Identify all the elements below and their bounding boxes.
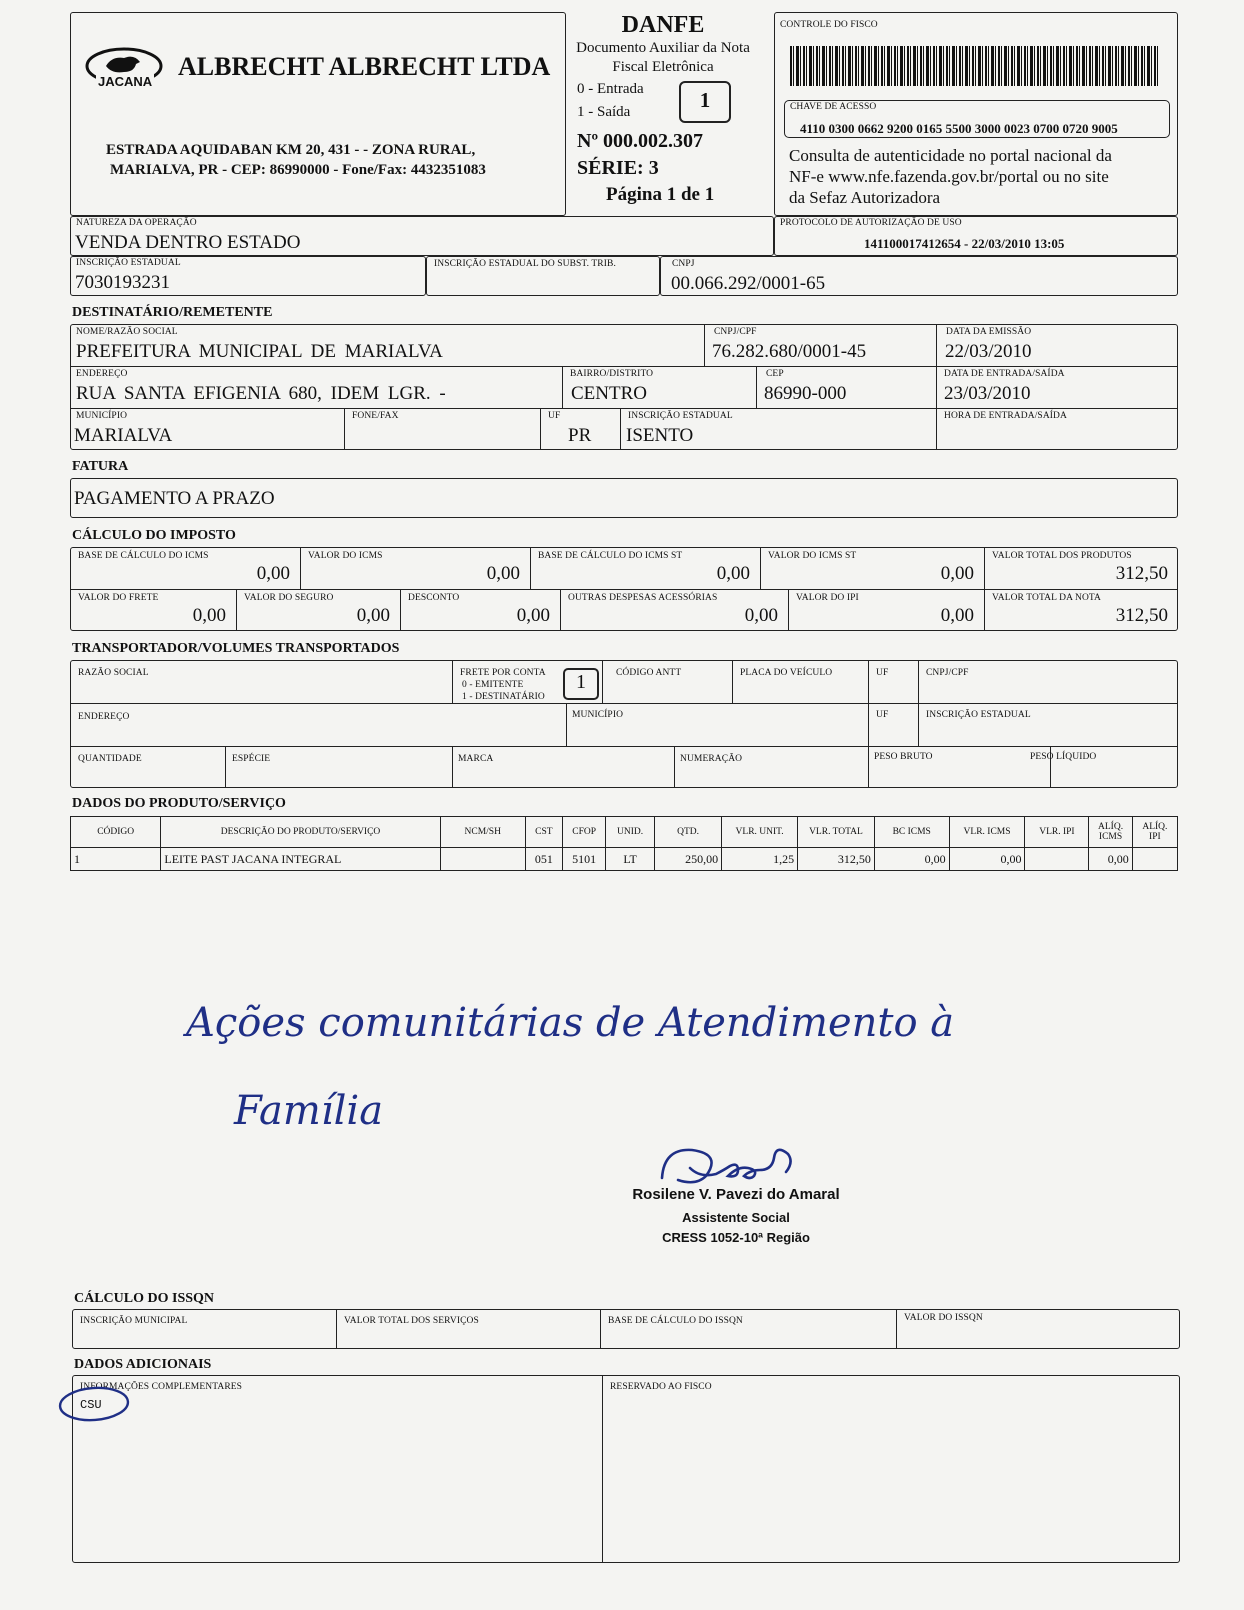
reserved-label: RESERVADO AO FISCO [610,1382,712,1392]
tax-value: 0,00 [516,605,550,626]
emitter-address-line1: ESTRADA AQUIDABAN KM 20, 431 - - ZONA RURAL, [106,142,476,158]
table-cell [1025,848,1089,871]
rsep1 [704,324,705,366]
numbering-label: NUMERAÇÃO [680,754,743,764]
tax-label: BASE DE CÁLCULO DO ICMS [78,551,209,561]
freight-opt1: 1 - DESTINATÁRIO [462,692,545,702]
products-header-cell: VLR. UNIT. [722,817,798,848]
additional-section: DADOS ADICIONAIS [74,1357,212,1372]
rsep4 [756,366,757,408]
tax-section: CÁLCULO DO IMPOSTO [72,528,236,543]
cnpj-label: CNPJ [672,259,695,269]
stamp-cress: CRESS 1052-10ª Região [662,1230,810,1245]
danfe-number: Nº 000.002.307 [577,130,704,152]
tax-value: 0,00 [256,563,290,584]
products-header-cell: BC ICMS [874,817,949,848]
tax-label: VALOR DO IPI [796,593,859,603]
species-label: ESPÉCIE [232,754,271,764]
stamp-name: Rosilene V. Pavezi do Amaral [632,1186,840,1203]
rsep3 [562,366,563,408]
carrier-ie-label: INSCRIÇÃO ESTADUAL [926,710,1031,720]
products-header-cell: VLR. TOTAL [798,817,875,848]
products-header-cell: VLR. IPI [1025,817,1089,848]
products-table [70,816,1178,871]
emitter-name: ALBRECHT ALBRECHT LTDA [178,52,551,81]
cep-value: 86990-000 [764,383,847,404]
access-key-label: CHAVE DE ACESSO [790,102,877,112]
city-value: MARIALVA [74,425,173,446]
products-section: DADOS DO PRODUTO/SERVIÇO [72,796,286,811]
table-cell: 250,00 [654,848,721,871]
danfe-subtitle1: Documento Auxiliar da Nota [576,40,750,56]
nature-label: NATUREZA DA OPERAÇÃO [76,218,197,228]
tax-label: BASE DE CÁLCULO DO ICMS ST [538,551,683,561]
rsep7 [620,408,621,450]
nature-value: VENDA DENTRO ESTADO [75,232,301,253]
district-label: BAIRRO/DISTRITO [570,369,654,379]
is-v2 [600,1309,601,1349]
hand-drawn-circle [56,1383,136,1425]
carrier-uf-label: UF [876,668,889,678]
time-label: HORA DE ENTRADA/SAÍDA [944,411,1067,421]
rsep5 [344,408,345,450]
uf-label: UF [548,411,561,421]
handwritten-note-line1: Ações comunitárias de Atendimento à [186,1000,955,1046]
jacana-logo [84,46,164,92]
consult-line1: Consulta de autenticidade no portal nacional da [789,146,1112,165]
qty-label: QUANTIDADE [78,754,142,764]
products-header-cell: ALÍQ. ICMS [1089,817,1132,848]
cnpj-value: 00.066.292/0001-65 [671,273,826,294]
entry-date-value: 23/03/2010 [944,383,1031,404]
danfe-page: Página 1 de 1 [606,184,715,205]
danfe-subtitle2: Fiscal Eletrônica [612,59,714,75]
municipal-reg-label: INSCRIÇÃO MUNICIPAL [80,1316,188,1326]
table-row [71,848,1178,871]
additional-box [72,1375,1180,1563]
entry-date-label: DATA DE ENTRADA/SAÍDA [944,369,1065,379]
consult-line2: NF-e www.nfe.fazenda.gov.br/portal ou no site [789,167,1109,186]
carrier-city-label: MUNICÍPIO [572,710,624,720]
emission-label: DATA DA EMISSÃO [946,327,1032,337]
products-header-cell: NCM/SH [440,817,525,848]
products-body [71,848,1178,871]
danfe-series: SÉRIE: 3 [577,157,659,179]
issqn-value-label: VALOR DO ISSQN [904,1313,983,1323]
danfe-type-value: 1 [699,88,711,112]
products-header-cell: CÓDIGO [71,817,161,848]
products-header-cell: ALÍQ. IPI [1132,817,1177,848]
table-cell: 0,00 [874,848,949,871]
recipient-ie-label: INSCRIÇÃO ESTADUAL [628,411,733,421]
tax-value: 0,00 [716,563,750,584]
emission-value: 22/03/2010 [945,341,1032,362]
tr-line1 [70,703,1178,704]
is-v1 [336,1309,337,1349]
issqn-box [72,1309,1180,1349]
tr-line2 [70,746,1178,747]
recipient-ie-value: ISENTO [626,425,694,446]
tax-value: 312,50 [1115,605,1168,626]
uf-value: PR [568,425,592,446]
emitter-address-line2: MARIALVA, PR - CEP: 86990000 - Fone/Fax: 4432351083 [110,162,486,178]
phone-label: FONE/FAX [352,411,399,421]
gross-weight-label: PESO BRUTO [874,752,933,762]
issqn-base-label: BASE DE CÁLCULO DO ISSQN [608,1316,743,1326]
tax-value: 0,00 [940,563,974,584]
tax-label: VALOR DO ICMS ST [768,551,857,561]
table-cell: 051 [525,848,562,871]
tr-v2 [602,660,603,703]
transport-box [70,660,1178,788]
tr-v6 [566,703,567,746]
complementary-info-value: CSU [80,1398,102,1412]
recipient-name-value: PREFEITURA MUNICIPAL DE MARIALVA [76,341,443,362]
tr-v5 [918,660,919,746]
tr-v3 [732,660,733,703]
recipient-row-line2 [70,408,1178,409]
ie-label: INSCRIÇÃO ESTADUAL [76,258,181,268]
table-cell: LT [606,848,655,871]
tax-label: VALOR DO FRETE [78,593,159,603]
tr-v1 [452,660,453,703]
carrier-uf2-label: UF [876,710,889,720]
brand-label: MARCA [458,754,494,764]
access-key-value: 4110 0300 0662 9200 0165 5500 3000 0023 0700 0720 9005 [800,121,1118,136]
tax-label: VALOR DO SEGURO [244,593,334,603]
tax-value: 0,00 [744,605,778,626]
carrier-name-label: RAZÃO SOCIAL [78,668,149,678]
protocol-value: 141100017412654 - 22/03/2010 13:05 [864,236,1065,251]
table-cell [440,848,525,871]
antt-label: CÓDIGO ANTT [616,668,682,678]
recipient-cnpj-label: CNPJ/CPF [714,327,757,337]
carrier-address-label: ENDEREÇO [78,712,130,722]
products-header-cell: CST [525,817,562,848]
table-cell: 0,00 [949,848,1025,871]
consult-line3: da Sefaz Autorizadora [789,188,941,207]
issqn-section: CÁLCULO DO ISSQN [74,1291,215,1306]
tr-v9 [674,746,675,788]
ad-v1 [602,1375,603,1563]
table-cell: 1,25 [722,848,798,871]
products-header-cell: DESCRIÇÃO DO PRODUTO/SERVIÇO [161,817,440,848]
stamp-role: Assistente Social [682,1210,790,1225]
ie-value: 7030193231 [75,272,170,293]
tax-value: 0,00 [486,563,520,584]
table-cell: 1 [71,848,161,871]
net-weight-label: PESO LÍQUIDO [1030,752,1097,762]
table-cell [1132,848,1177,871]
cep-label: CEP [766,369,784,379]
transport-section: TRANSPORTADOR/VOLUMES TRANSPORTADOS [72,641,400,656]
rsep2 [936,324,937,450]
tax-label: OUTRAS DESPESAS ACESSÓRIAS [568,593,718,603]
recipient-row-line1 [70,366,1178,367]
tax-value: 0,00 [192,605,226,626]
recipient-address-label: ENDEREÇO [76,369,128,379]
freight-value: 1 [576,671,586,693]
products-header-cell: VLR. ICMS [949,817,1025,848]
barcode [790,46,1160,86]
invoice-value: PAGAMENTO A PRAZO [74,488,275,509]
tax-label: VALOR DO ICMS [308,551,383,561]
ie-st-label: INSCRIÇÃO ESTADUAL DO SUBST. TRIB. [434,259,616,269]
products-header-cell: CFOP [563,817,606,848]
services-total-label: VALOR TOTAL DOS SERVIÇOS [344,1316,479,1326]
tax-label: VALOR TOTAL DOS PRODUTOS [992,551,1132,561]
tax-value: 312,50 [1115,563,1168,584]
control-label: CONTROLE DO FISCO [780,20,878,30]
danfe-entry: 0 - Entrada [577,81,644,97]
tax-value: 0,00 [356,605,390,626]
tax-label: VALOR TOTAL DA NOTA [992,593,1102,603]
table-cell: 312,50 [798,848,875,871]
plate-label: PLACA DO VEÍCULO [740,668,833,678]
tr-v7 [225,746,226,788]
tax-value: 0,00 [940,605,974,626]
complementary-info-label: INFORMAÇÕES COMPLEMENTARES [80,1382,243,1392]
products-header-row [71,817,1178,848]
invoice-section: FATURA [72,459,129,474]
products-header-cell: QTD. [654,817,721,848]
logo-text: JACANA [98,74,153,89]
tax-label: DESCONTO [408,593,460,603]
recipient-section: DESTINATÁRIO/REMETENTE [72,305,273,320]
rsep6 [540,408,541,450]
danfe-title: DANFE [621,12,705,38]
district-value: CENTRO [571,383,647,404]
carrier-cnpj-label: CNPJ/CPF [926,668,969,678]
table-cell: LEITE PAST JACANA INTEGRAL [161,848,440,871]
handwritten-note-line2: Família [234,1088,384,1134]
products-header-cell: UNID. [606,817,655,848]
recipient-cnpj-value: 76.282.680/0001-45 [712,341,867,362]
freight-label: FRETE POR CONTA [460,668,546,678]
protocol-label: PROTOCOLO DE AUTORIZAÇÃO DE USO [780,218,962,228]
recipient-name-label: NOME/RAZÃO SOCIAL [76,327,178,337]
table-cell: 5101 [563,848,606,871]
tr-v8 [452,746,453,788]
city-label: MUNICÍPIO [76,411,128,421]
freight-opt0: 0 - EMITENTE [462,680,524,690]
is-v3 [896,1309,897,1349]
emitter-box [70,12,566,216]
recipient-address-value: RUA SANTA EFIGENIA 680, IDEM LGR. - [76,383,446,404]
tr-v4 [868,660,869,788]
danfe-exit: 1 - Saída [577,104,631,120]
table-cell: 0,00 [1089,848,1132,871]
